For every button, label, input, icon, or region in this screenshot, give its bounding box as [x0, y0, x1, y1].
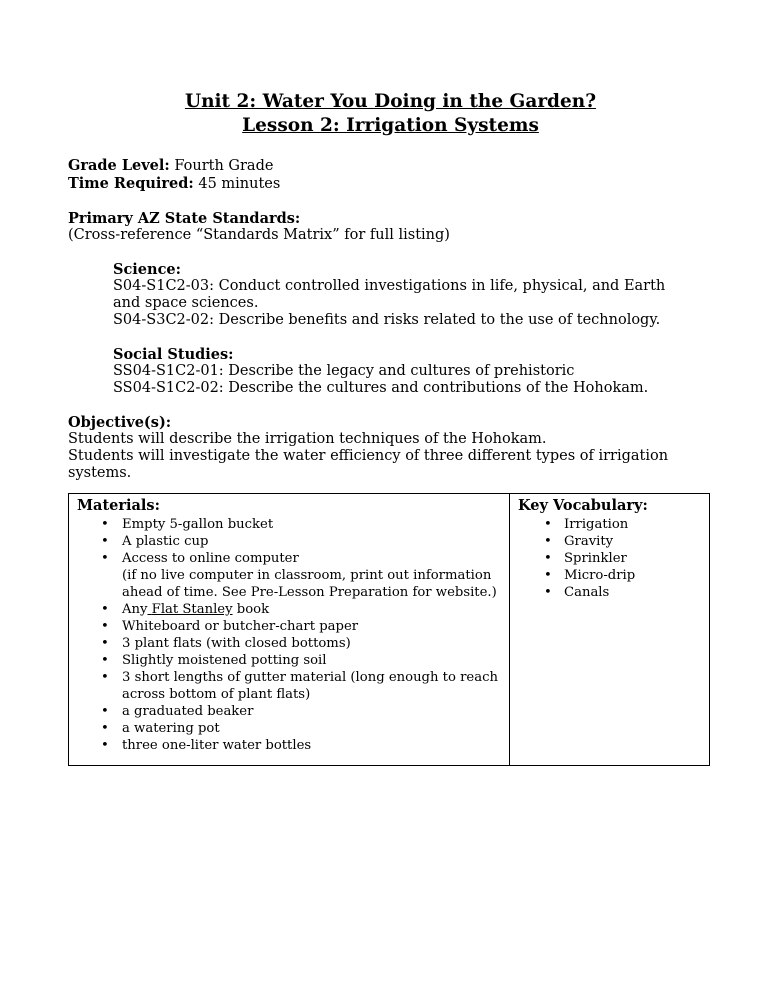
vocabulary-list — [518, 516, 702, 601]
list-item: • 3 plant flats (with closed bottoms) — [77, 635, 502, 652]
list-item — [77, 550, 502, 601]
list-item — [77, 669, 502, 703]
science-standards — [68, 261, 713, 329]
science-heading: Science: — [113, 261, 181, 278]
list-item: • Slightly moistened potting soil — [77, 652, 502, 669]
list-item: • Gravity — [518, 533, 702, 550]
grade-label: Grade Level: — [68, 157, 170, 174]
social-heading: Social Studies: — [113, 346, 234, 363]
standards-note: (Cross-reference “Standards Matrix” for full listing) — [68, 227, 450, 243]
book-title — [147, 602, 232, 617]
social-studies-standards — [68, 346, 713, 397]
objective-2-cont: systems. — [68, 465, 132, 481]
lesson-page — [68, 90, 713, 766]
grade-level — [68, 157, 713, 175]
item-text: ahead of time. See Pre-Lesson Preparation for website.) — [122, 585, 497, 600]
objectives-heading: Objective(s): — [68, 414, 172, 431]
list-item: • Empty 5-gallon bucket — [77, 516, 502, 533]
science-standard-1: S04-S1C2-03: Conduct controlled investigations in life, physical, and Earth — [113, 278, 666, 294]
list-item: • Irrigation — [518, 516, 702, 533]
list-item: • three one-liter water bottles — [77, 737, 502, 754]
list-item: • Sprinkler — [518, 550, 702, 567]
item-text: book — [236, 602, 270, 617]
vocabulary-heading: Key Vocabulary: — [518, 497, 648, 514]
item-text: 3 short lengths of gutter material (long enough to reach — [122, 670, 498, 685]
time-value: 45 minutes — [198, 176, 281, 192]
materials-cell — [69, 494, 510, 766]
list-item — [77, 601, 502, 618]
list-item: • Canals — [518, 584, 702, 601]
book-title-text: Flat Stanley — [151, 602, 233, 617]
social-standard-1: SS04-S1C2-01: Describe the legacy and cultures of prehistoric — [113, 363, 575, 379]
science-standard-2: S04-S3C2-02: Describe benefits and risks related to the use of technology. — [113, 312, 661, 328]
list-item: • Whiteboard or butcher-chart paper — [77, 618, 502, 635]
time-required — [68, 175, 713, 193]
list-item: • a graduated beaker — [77, 703, 502, 720]
science-standard-1-cont: and space sciences. — [113, 295, 259, 311]
materials-heading: Materials: — [77, 497, 160, 514]
item-text: Access to online computer — [122, 551, 299, 566]
list-item: • a watering pot — [77, 720, 502, 737]
grade-value: Fourth Grade — [174, 158, 274, 174]
lesson-title: Lesson 2: Irrigation Systems — [242, 115, 539, 136]
materials-vocabulary-table — [68, 493, 710, 766]
list-item: • Micro-drip — [518, 567, 702, 584]
unit-title: Unit 2: Water You Doing in the Garden? — [184, 91, 597, 112]
item-text: (if no live computer in classroom, print out information — [122, 568, 492, 583]
time-label: Time Required: — [68, 175, 194, 192]
item-text: across bottom of plant flats) — [122, 687, 311, 702]
social-standard-2: SS04-S1C2-02: Describe the cultures and contributions of the Hohokam. — [113, 380, 649, 396]
vocabulary-cell — [510, 494, 710, 766]
standards-heading: Primary AZ State Standards: — [68, 210, 301, 227]
objective-1: Students will describe the irrigation techniques of the Hohokam. — [68, 431, 547, 447]
materials-list — [77, 516, 502, 754]
item-text: Any — [122, 602, 148, 617]
objective-2: Students will investigate the water efficiency of three different types of irrigation — [68, 448, 669, 464]
list-item: • A plastic cup — [77, 533, 502, 550]
